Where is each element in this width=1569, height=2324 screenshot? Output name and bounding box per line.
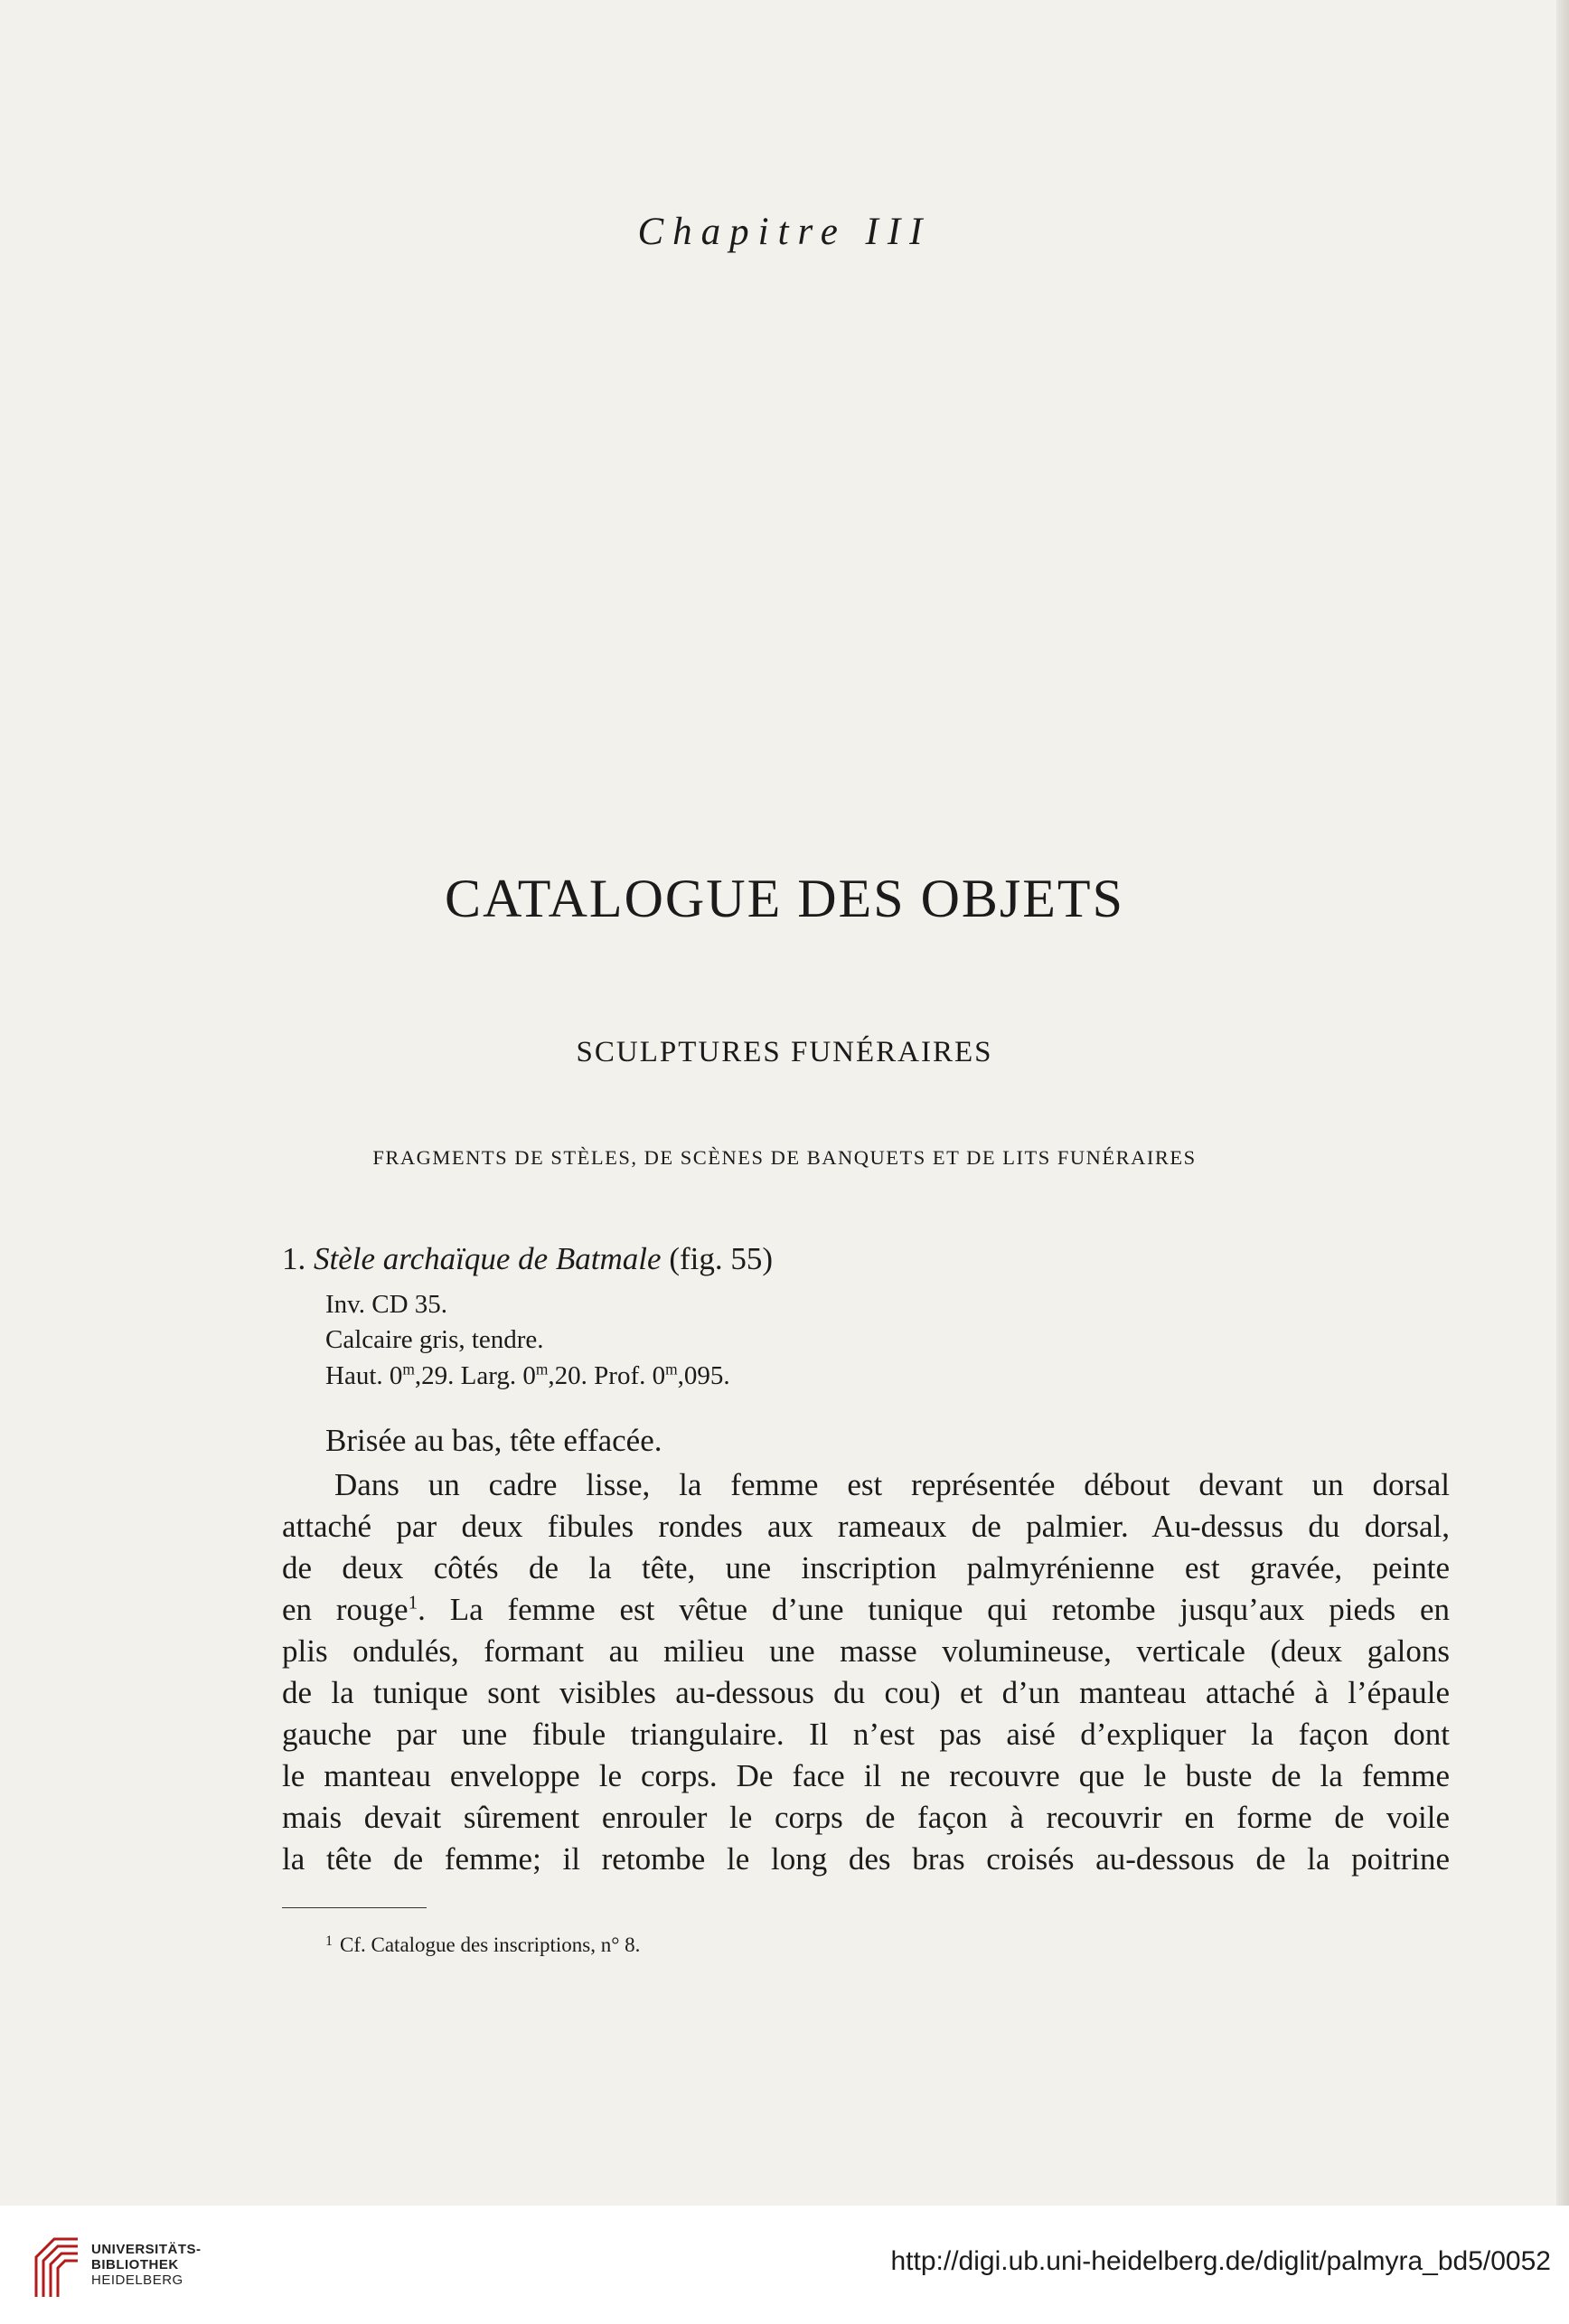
section-title: SCULPTURES FUNÉRAIRES: [576, 1036, 993, 1068]
footnote-divider: [282, 1907, 427, 1908]
chapter-heading: Chapitre III: [637, 211, 932, 253]
footnote-mark: 1: [325, 1934, 333, 1949]
text-line: de deux côtés de la tête, une inscription palmyrénienne est gravée, peinte: [282, 1550, 1450, 1585]
ub-heidelberg-logo-icon[interactable]: [31, 2230, 83, 2302]
institution-name: UNIVERSITÄTS- BIBLIOTHEK HEIDELBERG: [91, 2242, 202, 2288]
footnote-text: Cf. Catalogue des inscriptions, n° 8.: [340, 1934, 641, 1956]
text-line: attaché par deux fibules rondes aux rameaux de palmier. Au-dessus du dorsal,: [282, 1509, 1450, 1544]
permalink-url[interactable]: http://digi.ub.uni-heidelberg.de/diglit/palmyra_bd5/0052: [890, 2246, 1551, 2276]
footnote-reference: 1: [408, 1591, 418, 1614]
entry-fig-ref: (fig. 55): [669, 1241, 774, 1276]
text-line: la tête de femme; il retombe le long des bras croisés au-dessous de la poitrine: [282, 1841, 1450, 1877]
text-line: Dans un cadre lisse, la femme est représentée débout devant un dorsal: [334, 1467, 1450, 1502]
entry-dimensions: Haut. 0$^m$,29. Larg. 0$^m$,20. Prof. 0$^m$,095.: [325, 1360, 730, 1390]
text-line: en rouge$^1$. La femme est vêtue d’une tunique qui retombe jusqu’aux pieds en: [282, 1591, 1450, 1627]
text-line: plis ondulés, formant au milieu une masse volumineuse, verticale (deux galons: [282, 1633, 1450, 1669]
text-line: mais devait sûrement enrouler le corps de façon à recouvrir en forme de voile: [282, 1800, 1450, 1835]
footnote: [325, 1934, 640, 1957]
subsection-title: FRAGMENTS DE STÈLES, DE SCÈNES DE BANQUETS ET DE LITS FUNÉRAIRES: [372, 1146, 1197, 1169]
entry-title: Stèle archaïque de Batmale: [314, 1241, 662, 1276]
entry-heading: [282, 1241, 773, 1277]
entry-inventory: Inv. CD 35.: [325, 1290, 448, 1319]
catalogue-title: CATALOGUE DES OBJETS: [445, 869, 1124, 928]
entry-material: Calcaire gris, tendre.: [325, 1325, 544, 1354]
text-line: gauche par une fibule triangulaire. Il n’est pas aisé d’expliquer la façon dont: [282, 1717, 1450, 1752]
text-line: de la tunique sont visibles au-dessous du cou) et d’un manteau attaché à l’épaule: [282, 1675, 1450, 1710]
paragraph-condition: Brisée au bas, tête effacée.: [325, 1423, 662, 1458]
entry-number: 1.: [282, 1241, 306, 1276]
page-edge: [1556, 0, 1569, 2206]
text-line: le manteau enveloppe le corps. De face il ne recouvre que le buste de la femme: [282, 1758, 1450, 1793]
paragraph-description: [282, 1464, 1450, 1880]
